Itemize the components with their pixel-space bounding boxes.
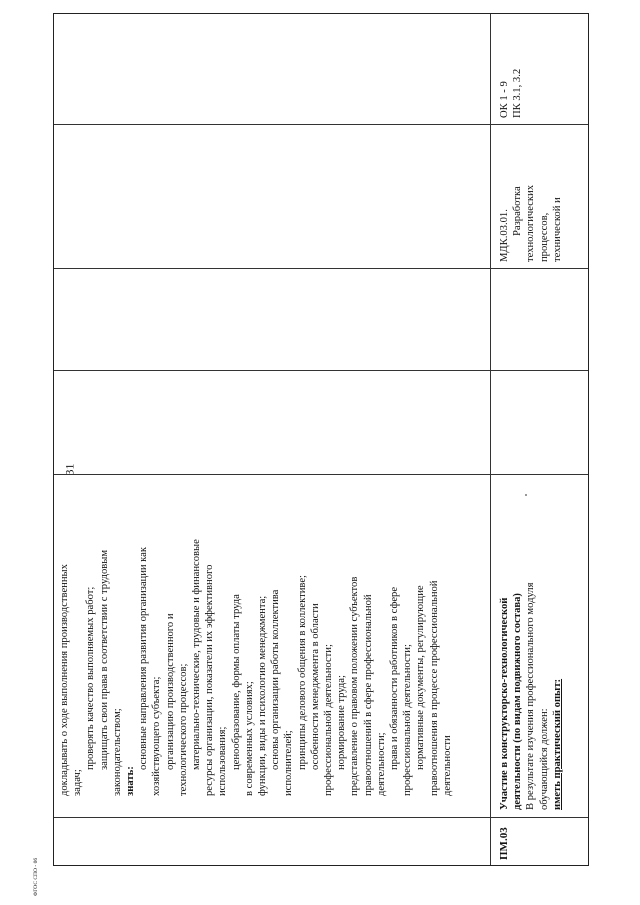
mdk-line: технологических: [525, 184, 537, 262]
module-code: ПМ.03: [498, 827, 510, 860]
text-line: права и обязанности работников в сфере: [389, 586, 401, 770]
text-line: правоотношений в сфере профессиональной: [362, 594, 374, 796]
page-number: 31: [62, 463, 77, 476]
text-line: хозяйствующего субъекта;: [151, 676, 163, 796]
text-line: докладывать о ходе выполнения производственных: [59, 564, 70, 796]
text-line: В результате изучения профессионального модуля: [525, 582, 537, 810]
text-line: обучающийся должен:: [538, 708, 550, 810]
text-line: материально-технические, трудовые и финансовые: [191, 539, 203, 770]
section-label-know: знать:: [125, 766, 137, 796]
text-line: правоотношения в процессе профессиональной: [428, 580, 440, 796]
competency-professional: ПК 3.1, 3.2: [512, 68, 524, 118]
mdk-cell: [496, 124, 590, 266]
module-title-line: Участие в конструкторско-технологической: [499, 597, 510, 810]
mdk-line: процессов,: [538, 212, 550, 262]
text-line: профессиональной деятельности;: [402, 644, 414, 796]
mdk-line: технической и: [551, 197, 563, 262]
text-line: нормативные документы, регулирующие: [415, 585, 427, 770]
module-title-line: деятельности (по видам подвижного состава): [512, 593, 524, 810]
section-label-experience: иметь практический опыт:: [551, 678, 563, 810]
text-line: задач;: [72, 769, 84, 796]
text-line: основы организации работы коллектива: [270, 589, 282, 770]
text-line: ценообразование, формы оплаты труда: [230, 594, 242, 770]
text-line: представление о правовом положении субъектов: [349, 576, 361, 796]
competencies-cell: [496, 16, 590, 122]
module-description-cell: [496, 474, 590, 814]
document-footer: ФГОС СПО - 06: [33, 857, 39, 897]
mdk-line: Разработка: [512, 186, 524, 236]
text-line: законодательством;: [111, 708, 123, 796]
text-line: профессиональной деятельности;: [323, 644, 335, 796]
text-line: ресурсы организации, показатели их эффективного: [204, 564, 216, 796]
text-line: функции, виды и психологию менеджмента;: [257, 595, 269, 796]
text-line: принципы делового общения в коллективе;: [296, 575, 308, 770]
column-divider-hours-1: [54, 370, 588, 371]
continuation-cell: [56, 470, 492, 800]
text-line: проверять качество выполняемых работ;: [85, 586, 97, 770]
text-line: защищать свои права в соответствии с трудовым: [98, 549, 110, 770]
mdk-code: МДК.03.01.: [499, 209, 510, 262]
text-line: особенности менеджмента в области: [309, 603, 321, 770]
column-divider-hours-2: [54, 268, 588, 269]
text-line: организацию производственного и: [164, 613, 176, 770]
text-line: деятельности;: [375, 732, 387, 796]
text-line: исполнителей;: [283, 730, 295, 796]
text-line: использования;: [217, 726, 229, 796]
text-line: технологического процессов;: [177, 663, 189, 796]
text-line: в современных условиях;: [243, 681, 255, 796]
competency-general: ОК 1 - 9: [499, 81, 510, 118]
text-line: нормирование труда;: [336, 675, 348, 770]
text-line: деятельности: [441, 735, 453, 796]
text-line: основные направления развития организации как: [138, 546, 150, 770]
